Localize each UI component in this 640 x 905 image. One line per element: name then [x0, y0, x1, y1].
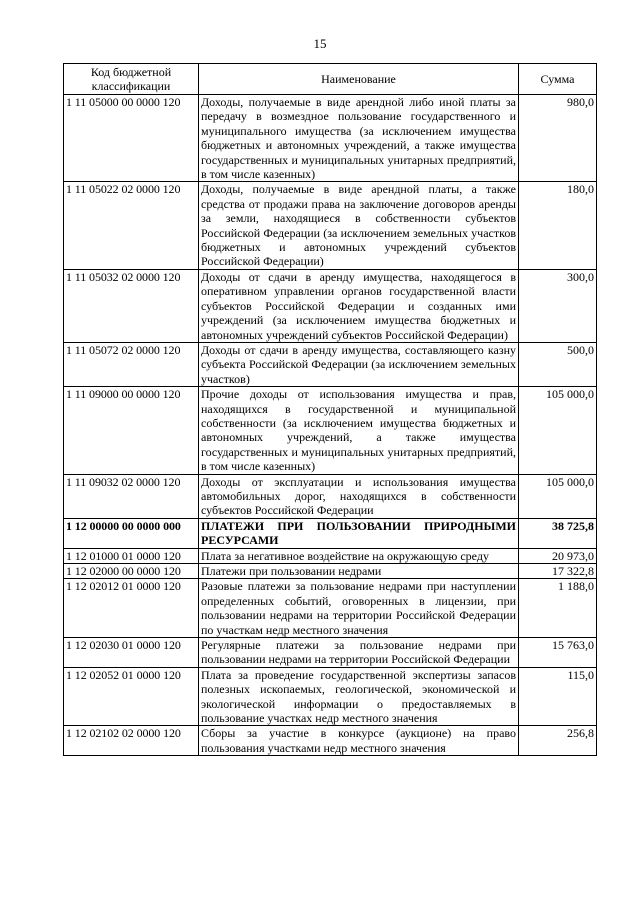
row-sum: 105 000,0	[519, 474, 597, 518]
row-code: 1 12 02052 01 0000 120	[64, 667, 199, 726]
row-sum: 980,0	[519, 95, 597, 182]
row-sum: 180,0	[519, 182, 597, 269]
row-name: Регулярные платежи за пользование недрами при пользовании недрами на территории Российской Федерации	[199, 638, 519, 668]
row-code: 1 12 02000 00 0000 120	[64, 564, 199, 579]
row-name: Доходы от сдачи в аренду имущества, находящегося в оперативном управлении органов государственной власти субъектов Российской Федерации и созданных ими учреждений (за исключением имущества бюджетных и автономных учреждений субъектов Российской Федерации)	[199, 269, 519, 342]
row-name: Доходы от сдачи в аренду имущества, составляющего казну субъекта Российской Федерации (за исключением земельных участков)	[199, 342, 519, 386]
table-row	[64, 269, 597, 342]
table-row	[64, 95, 597, 182]
row-name: Платежи при пользовании недрами	[199, 564, 519, 579]
row-sum: 20 973,0	[519, 548, 597, 563]
table-row	[64, 548, 597, 563]
table-header-row	[64, 64, 597, 95]
row-code: 1 11 09000 00 0000 120	[64, 387, 199, 474]
table-row-section	[64, 518, 597, 548]
row-name: Плата за негативное воздействие на окружающую среду	[199, 548, 519, 563]
row-sum: 115,0	[519, 667, 597, 726]
row-sum: 38 725,8	[519, 518, 597, 548]
header-sum: Сумма	[519, 64, 597, 95]
row-name: Доходы, получаемые в виде арендной либо иной платы за передачу в возмездное пользование государственного и муниципального имущества (за исключением имущества бюджетных и автономных учреждений, а также имущества государственных и муниципальных унитарных предприятий, в том числе казенных)	[199, 95, 519, 182]
header-code: Код бюджетной классификации	[64, 64, 199, 95]
row-code: 1 11 09032 02 0000 120	[64, 474, 199, 518]
page-number: 15	[313, 36, 327, 51]
row-sum: 15 763,0	[519, 638, 597, 668]
row-code: 1 11 05072 02 0000 120	[64, 342, 199, 386]
row-sum: 300,0	[519, 269, 597, 342]
table-row	[64, 387, 597, 474]
row-code: 1 12 02012 01 0000 120	[64, 579, 199, 638]
table-row	[64, 182, 597, 269]
row-sum: 500,0	[519, 342, 597, 386]
row-name: Сборы за участие в конкурсе (аукционе) на право пользования участками недр местного значения	[199, 726, 519, 756]
table-row	[64, 726, 597, 756]
row-sum: 17 322,8	[519, 564, 597, 579]
row-name: ПЛАТЕЖИ ПРИ ПОЛЬЗОВАНИИ ПРИРОДНЫМИ РЕСУРСАМИ	[199, 518, 519, 548]
row-sum: 1 188,0	[519, 579, 597, 638]
row-code: 1 11 05022 02 0000 120	[64, 182, 199, 269]
table-row	[64, 638, 597, 668]
row-name: Доходы от эксплуатации и использования имущества автомобильных дорог, находящихся в собственности субъектов Российской Федерации	[199, 474, 519, 518]
budget-table	[63, 63, 597, 756]
row-sum: 105 000,0	[519, 387, 597, 474]
row-code: 1 11 05032 02 0000 120	[64, 269, 199, 342]
row-sum: 256,8	[519, 726, 597, 756]
row-code: 1 12 02102 02 0000 120	[64, 726, 199, 756]
table-row	[64, 474, 597, 518]
row-name: Плата за проведение государственной экспертизы запасов полезных ископаемых, геологической, экономической и экологической информации о предоставляемых в пользование участках недр местного значения	[199, 667, 519, 726]
table-row	[64, 579, 597, 638]
row-code: 1 12 02030 01 0000 120	[64, 638, 199, 668]
header-name: Наименование	[199, 64, 519, 95]
row-name: Прочие доходы от использования имущества и прав, находящихся в государственной и муниципальной собственности (за исключением имущества бюджетных и автономных учреждений, а также имущества государственных и муниципальных унитарных предприятий, в том числе казенных)	[199, 387, 519, 474]
table-row	[64, 342, 597, 386]
table-row	[64, 564, 597, 579]
row-name: Разовые платежи за пользование недрами при наступлении определенных событий, оговоренных в лицензии, при пользовании недрами на территории Российской Федерации по участкам недр местного значения	[199, 579, 519, 638]
row-name: Доходы, получаемые в виде арендной платы, а также средства от продажи права на заключение договоров аренды за земли, находящиеся в собственности субъектов Российской Федерации (за исключением земельных участков бюджетных и автономных учреждений субъектов Российской Федерации)	[199, 182, 519, 269]
row-code: 1 12 00000 00 0000 000	[64, 518, 199, 548]
row-code: 1 11 05000 00 0000 120	[64, 95, 199, 182]
table-row	[64, 667, 597, 726]
row-code: 1 12 01000 01 0000 120	[64, 548, 199, 563]
